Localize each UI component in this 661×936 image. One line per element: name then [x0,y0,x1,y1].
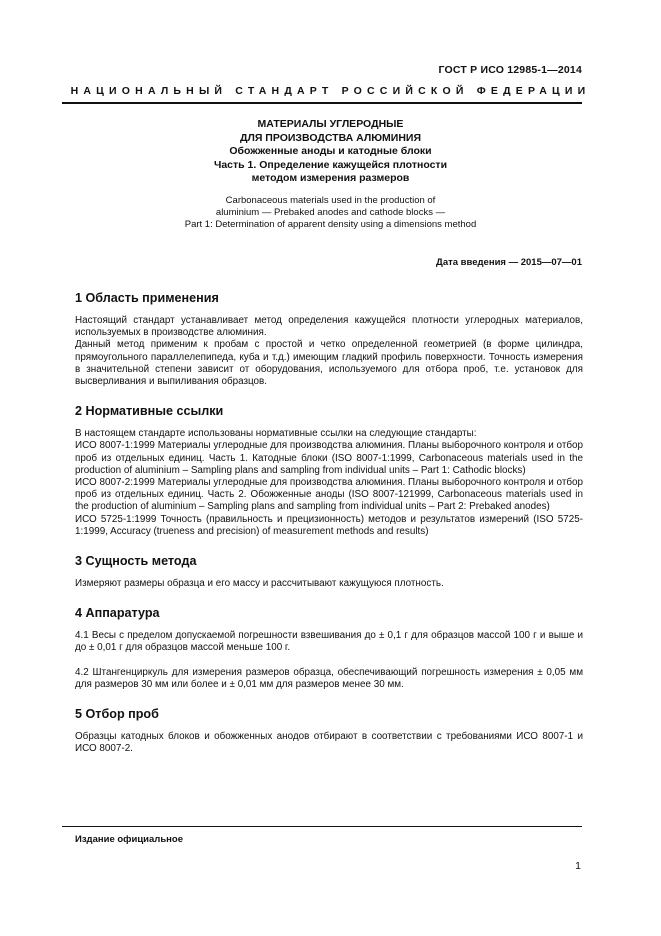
paragraph: Измеряют размеры образца и его массу и рассчитывают кажущуюся плотность. [75,578,444,590]
section-method-principle [75,553,583,590]
section-scope [75,290,583,388]
section-heading: 4 Аппаратура [75,606,160,621]
title-line: Часть 1. Определение кажущейся плотности [213,158,448,171]
section-heading: 1 Область применения [75,291,219,305]
english-title [0,195,661,232]
english-title-line: Carbonaceous materials used in the production of [225,195,436,206]
paragraph: ИСО 8007-2:1999 Материалы углеродные для производства алюминия. Планы выборочного контроля и отбор проб из отдельных единиц. Часть 2. Обожженные аноды (ISO 8007-121999, Carbonaceous materials used in the production of aluminium – Sampling plans and sampling from individual units – Part 2: Prebaked anodes) [75,477,583,513]
footer-divider [62,826,582,827]
section-normative-references [75,403,583,538]
document-title [0,118,661,186]
section-heading: 3 Сущность метода [75,554,197,569]
section-apparatus [75,605,583,691]
title-line: методом измерения размеров [251,172,410,184]
paragraph: Образцы катодных блоков и обожженных анодов отбирают в соответствии с требованиями ИСО 8007-1 и ИСО 8007-2. [75,731,583,755]
national-standard-header: НАЦИОНАЛЬНЫЙ СТАНДАРТ РОССИЙСКОЙ ФЕДЕРАЦИИ [70,85,591,97]
document-code: ГОСТ Р ИСО 12985-1—2014 [438,64,582,76]
section-sampling [75,706,583,755]
official-edition-label: Издание официальное [75,834,183,845]
paragraph: ИСО 8007-1:1999 Материалы углеродные для производства алюминия. Планы выборочного контроля и отбор проб из отдельных единиц. Часть 1. Катодные блоки (ISO 8007-1:1999, Carbonaceous materials used in the production of aluminium – Sampling plans and sampling from individual units – Part 1: Cathodic blocks) [75,440,583,476]
english-title-line: aluminium — Prebaked anodes and cathode blocks — [215,207,446,219]
title-line: Обожженные аноды и катодные блоки [229,145,432,157]
paragraph: ИСО 5725-1:1999 Точность (правильность и прецизионность) методов и результатов измерений (ISO 5725-1:1999, Accuracy (trueness and precision) of measurement methods and results) [75,513,583,537]
paragraph: Данный метод применим к пробам с простой и четко определенной геометрией (в форме цилиндра, прямоугольного параллелепипеда, куба и т.д.) имеющим гладкий профиль поверхности. Точность измерения в значительной степени зависит от оборудования, используемого для отбора проб, т.е. установок для высверливания и выпиливания образцов. [75,339,583,388]
english-title-line: Part 1: Determination of apparent density using a dimensions method [184,219,477,231]
paragraph: Настоящий стандарт устанавливает метод определения кажущейся плотности углеродных материалов, используемых в производстве алюминия. [75,315,583,339]
paragraph: 4.2 Штангенциркуль для измерения размеров образца, обеспечивающий погрешность измерения ± 0,05 мм для размеров 30 мм или более и ± 0,01 мм для размеров менее 30 мм. [75,666,583,690]
paragraph: 4.1 Весы с пределом допускаемой погрешности взвешивания до ± 0,1 г для образцов массой 100 г и выше и до ± 0,01 г для образцов массой меньше 100 г. [75,630,583,654]
section-heading: 5 Отбор проб [75,707,159,722]
title-line: ДЛЯ ПРОИЗВОДСТВА АЛЮМИНИЯ [239,131,422,144]
section-heading: 2 Нормативные ссылки [75,404,224,419]
header-divider [62,102,582,104]
title-line: МАТЕРИАЛЫ УГЛЕРОДНЫЕ [257,118,404,130]
introduction-date: Дата введения — 2015—07—01 [436,257,582,268]
paragraph: В настоящем стандарте использованы нормативные ссылки на следующие стандарты: [75,428,477,440]
document-body [75,290,583,764]
page-number: 1 [575,860,581,872]
